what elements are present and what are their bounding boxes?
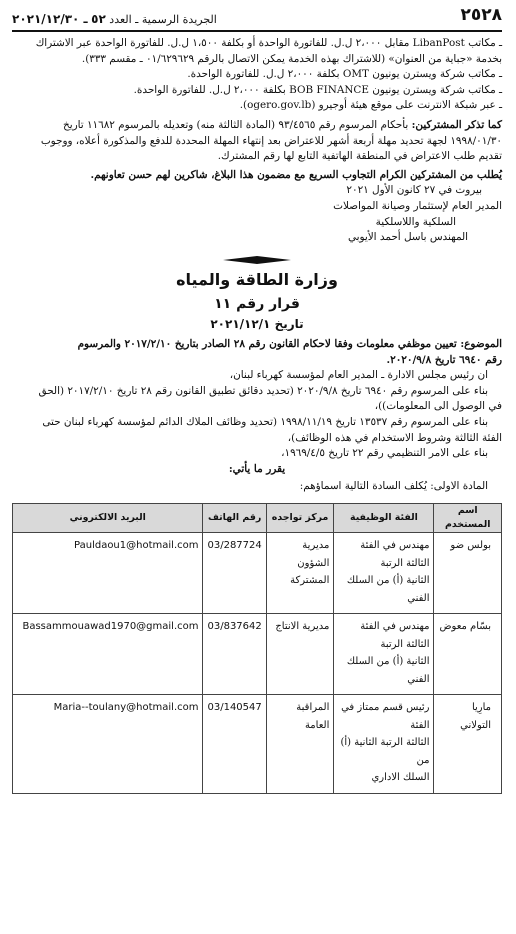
issue-date: ـ ٢٠٢١/١٢/٣٠ — [12, 11, 88, 26]
signature-block — [12, 183, 502, 245]
cell-category: رئيس قسم ممتاز في الفئة الثالثة الرتبة الثانية (أ) من السلك الاداري — [334, 695, 434, 794]
cell-name: مارِيا التولاني — [434, 695, 502, 794]
gazette-name: الجريدة الرسمية ـ العدد — [109, 12, 217, 26]
gazette-title — [12, 10, 217, 29]
cell-name: بولس ضو — [434, 533, 502, 614]
col-header-phone: رقم الهاتف — [203, 504, 266, 533]
reminder-paragraph — [12, 118, 502, 165]
cell-name: بسّام معوض — [434, 614, 502, 695]
reminder-text: تقديم طلب الاعتراض في المنطقة الهاتفية التابع لها رقم المشترك. — [217, 150, 502, 163]
decision-number: قرار رقم ١١ — [214, 295, 300, 312]
preamble-line: ان رئيس مجلس الادارة ـ المدير العام لمؤسسة كهرباء لبنان، — [229, 369, 488, 382]
signature-role: السلكية واللاسلكية — [375, 215, 456, 228]
divider-ornament-icon — [223, 256, 291, 264]
cell-email[interactable]: Bassammouawad1970@gmail.com — [13, 614, 203, 695]
cell-center: مديرية الانتاج — [266, 614, 334, 695]
col-header-category: الفئة الوظيفية — [334, 504, 434, 533]
decision-subject: الموضوع: تعيين موظفي معلومات وفقا لاحكام القانون رقم ٢٨ الصادر بتاريخ ٢٠١٧/٢/١٠ والمرسوم رقم ٦٩٤٠ تاريخ ٢٠٢٠/٩/٨. — [77, 337, 502, 366]
staff-table — [12, 503, 502, 794]
reminder-text: بأحكام المرسوم رقم ٩٣/٤٥٦٥ (المادة الثالثة منه) وتعديله بالمرسوم ١١٦٨٢ تاريخ — [62, 119, 412, 132]
col-header-name: اسم المستخدم — [434, 504, 502, 533]
payment-line: ـ مكاتب LibanPost مقابل ٢،٠٠٠ ل.ل. للفاتورة الواحدة أو بكلفة ١،٥٠٠ ل.ل. للفاتورة الواحدة عبر الاشتراك — [35, 37, 502, 49]
preamble-line: بناء على المرسوم رقم ٦٩٤٠ تاريخ ٢٠٢٠/٩/٨ (تحديد دقائق تطبيق القانون رقم ٢٨ تاريخ ٢٠١٧/٢/١٠ (الحق — [38, 384, 488, 397]
cell-phone: 03/287724 — [203, 533, 266, 614]
reminder-lead: كما تذكر المشتركين: — [411, 119, 502, 132]
signature-place-date: بيروت في ٢٧ كانون الأول ٢٠٢١ — [346, 184, 482, 197]
page-number: ٢٥٢٨ — [460, 4, 502, 25]
preamble-line: في الوصول الى المعلومات))، — [374, 400, 502, 413]
section-divider — [12, 256, 502, 264]
preamble-line: بناء على الامر التنظيمي رقم ٢٢ تاريخ ١٩٦٩/٤/٥، — [281, 447, 488, 460]
cell-category: مهندس في الفئة الثالثة الرتبة الثانية (أ) من السلك الفني — [334, 533, 434, 614]
decides-heading: يقرر ما يأتي: — [228, 462, 286, 475]
reminder-text: ١٩٩٨/٠١/٣٠ لجهة تحديد مهلة أربعة أشهر للاعتراض بعد إنتهاء المهلة المحددة للدفع والمذكورة أعلاه، ووجوب — [40, 134, 502, 147]
payment-line: ـ مكاتب شركة ويسترن يونيون OMT بكلفة ٢،٠٠٠ ل.ل. للفاتورة الواحدة. — [187, 68, 502, 81]
payment-line: ـ عبر شبكة الانترنت على موقع هيئة أوجيرو (ogero.gov.lb). — [239, 99, 502, 112]
article-one: المادة الاولى: يُكلف السادة التالية اسماؤهم: — [299, 480, 488, 493]
col-header-email: البريد الالكتروني — [13, 504, 203, 533]
page-header — [12, 6, 502, 32]
cell-email[interactable]: Maria--toulany@hotmail.com — [13, 695, 203, 794]
signature-name: المهندس باسل أحمد الأيوبي — [347, 231, 468, 244]
preamble-line: بناء على المرسوم رقم ١٣٥٣٧ تاريخ ١٩٩٨/١١/١٩ (تحديد وظائف الملاك الدائم لمؤسسة كهرباء لبنان حتى — [42, 415, 488, 428]
signature-role: المدير العام لإستثمار وصيانة المواصلات — [333, 200, 502, 213]
cell-phone: 03/837642 — [203, 614, 266, 695]
col-header-center: مركز تواجده — [266, 504, 334, 533]
decision-date: تاريخ ٢٠٢١/١٢/١ — [210, 316, 304, 331]
table-row — [13, 533, 502, 614]
table-row — [13, 695, 502, 794]
preamble-line: الفئة الثالثة وشروط الاستخدام في هذه الوظائف)، — [287, 431, 502, 444]
cell-center: المراقبة العامة — [266, 695, 334, 794]
payment-line: بخدمة «جباية من العنوان» (للاشتراك بهذه الخدمة يمكن الاتصال بالرقم ٠١/٦٢٩٦٢٩ ـ مقسم ٣٣٣). — [81, 52, 502, 65]
cell-email[interactable]: Pauldaou1@hotmail.com — [13, 533, 203, 614]
cell-center: مديرية الشؤون المشتركة — [266, 533, 334, 614]
request-text: يُطلب من المشتركين الكرام التجاوب السريع مع مضمون هذا البلاغ، شاكرين لهم حسن تعاونهم. — [90, 168, 502, 181]
decision-preamble — [12, 368, 502, 462]
payment-line: ـ مكاتب شركة ويسترن يونيون BOB FINANCE بكلفة ٢،٠٠٠ ل.ل. للفاتورة الواحدة. — [133, 83, 502, 96]
table-row — [13, 614, 502, 695]
ministry-title: وزارة الطاقة والمياه — [176, 269, 338, 289]
payment-methods — [12, 36, 502, 114]
table-header-row — [13, 504, 502, 533]
cell-category: مهندس في الفئة الثالثة الرتبة الثانية (أ) من السلك الفني — [334, 614, 434, 695]
issue-number: ٥٢ — [91, 11, 106, 26]
cell-phone: 03/140547 — [203, 695, 266, 794]
